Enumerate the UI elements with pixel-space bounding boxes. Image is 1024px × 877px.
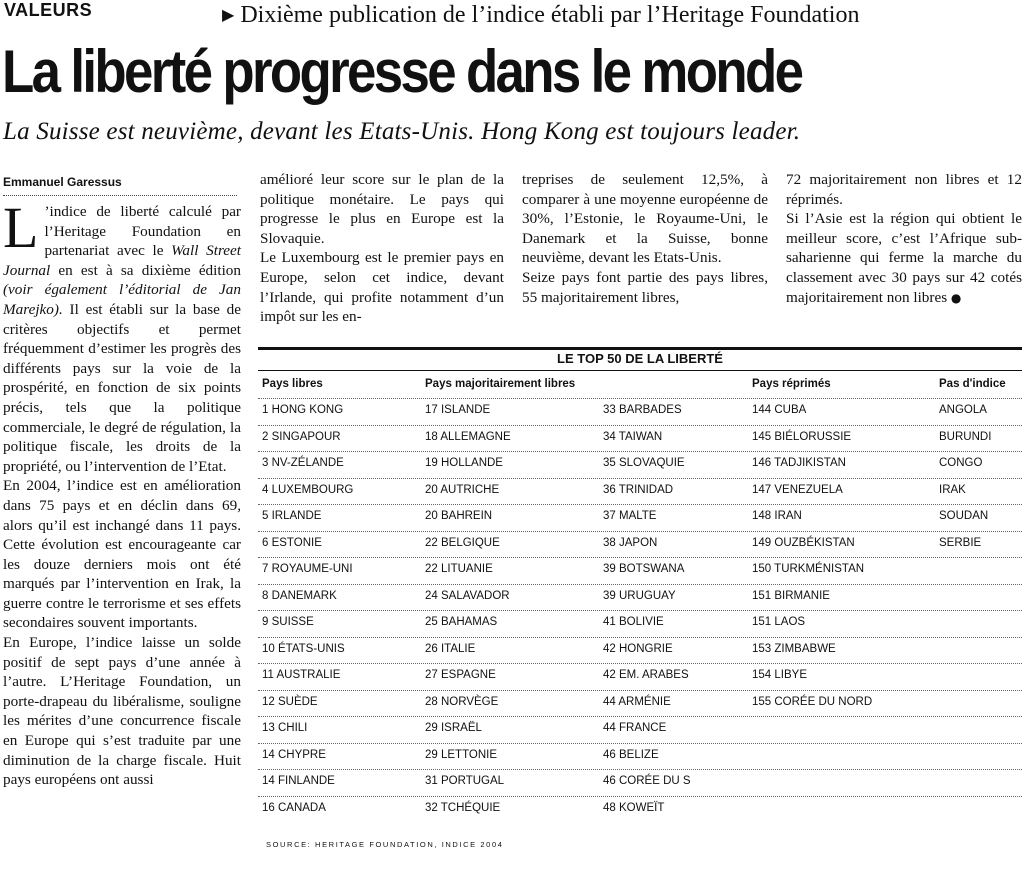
table-cell-pays-reprimes: 151 BIRMANIE: [752, 589, 830, 602]
table-cell-pays-maj-libres-a: 27 ESPAGNE: [425, 669, 496, 681]
table-title-rule: [258, 370, 1022, 371]
table-cell-pays-libres: 11 AUSTRALIE: [262, 669, 341, 681]
table-row-divider: [258, 716, 1022, 717]
table-cell-pas-d-indice: IRAK: [939, 483, 966, 496]
table-cell-pays-libres: 2 SINGAPOUR: [262, 430, 341, 443]
table-row-divider: [258, 504, 1022, 505]
table-row-divider: [258, 637, 1022, 638]
table-cell-pays-libres: 8 DANEMARK: [262, 589, 337, 602]
kicker: [222, 2, 859, 29]
article-paragraph: amélioré leur score sur le plan de la politique monétaire. Le pays qui progresse le plus en Europe est la Slovaquie.: [260, 171, 504, 247]
table-cell-pays-maj-libres-a: 22 BELGIQUE: [425, 536, 500, 549]
table-cell-pays-libres: 9 SUISSE: [262, 616, 314, 628]
newspaper-name: Wall Street Journal: [3, 242, 241, 279]
table-cell-pays-maj-libres-b: 38 JAPON: [603, 536, 658, 549]
table-row-divider: [258, 663, 1022, 664]
table-cell-pays-maj-libres-a: 20 AUTRICHE: [425, 483, 500, 496]
table-cell-pays-libres: 10 ÉTATS-UNIS: [262, 642, 345, 655]
table-cell-pays-reprimes: 145 BIÉLORUSSIE: [752, 430, 852, 443]
table-cell-pays-maj-libres-a: 31 PORTUGAL: [425, 775, 505, 787]
table-row-divider: [258, 584, 1022, 585]
table-cell-pays-maj-libres-a: 22 LITUANIE: [425, 563, 493, 575]
table-row-divider: [258, 769, 1022, 770]
table-cell-pays-maj-libres-a: 26 ITALIE: [425, 642, 476, 655]
table-cell-pays-libres: 14 CHYPRE: [262, 748, 326, 761]
editorial-reference: (voir également l’éditorial de Jan Marejko).: [3, 281, 241, 318]
article-paragraph: treprises de seulement 12,5%, à comparer à une moyenne européenne de 30%, l’Estonie, le Royaume-Uni, le Danemark et la Suisse, bonne neuvième, devant les Etats-Unis.: [522, 171, 768, 267]
drop-cap: L: [3, 195, 39, 260]
triangle-bullet-icon: ▶: [222, 5, 235, 24]
table-cell-pays-reprimes: 146 TADJIKISTAN: [752, 457, 846, 469]
table-row-divider: [258, 478, 1022, 479]
top-50-table: [258, 343, 1022, 863]
header-pas-d-indice: Pas d'indice: [939, 378, 1006, 390]
article-text: ’indice de liberté calculé par l’Heritage Foundation en partenariat avec le: [44, 203, 241, 260]
article-paragraph: En 2004, l’indice est en amélioration dans 75 pays et en déclin dans 69, alors qu’il est inchangé dans 11 pays. Cette évolution est encourageante car les douze derniers mois ont été marqués par l’intervention en Irak, la guerre contre le terrorisme et ses effets secondaires souvent importants.: [3, 477, 241, 632]
table-cell-pays-reprimes: 149 OUZBÉKISTAN: [752, 536, 855, 549]
article-paragraph: En Europe, l’indice laisse un solde positif de sept pays d’une année à l’autre. L’Heritage Foundation, un porte-drapeau du libéralisme, souligne les mérites d’une concurrence fiscale en Europe qui s’est traduite par une diminution de la charge fiscale. Huit pays européens ont aussi: [3, 634, 241, 789]
table-cell-pays-maj-libres-b: 39 URUGUAY: [603, 589, 676, 602]
byline: Emmanuel Garessus: [3, 175, 237, 196]
table-cell-pas-d-indice: SOUDAN: [939, 510, 989, 522]
article-column-3: [522, 170, 768, 307]
table-cell-pays-reprimes: 150 TURKMÉNISTAN: [752, 563, 865, 575]
table-cell-pays-maj-libres-a: 29 ISRAËL: [425, 722, 482, 734]
table-cell-pays-maj-libres-b: 44 ARMÉNIE: [603, 695, 671, 708]
table-cell-pays-reprimes: 148 IRAN: [752, 510, 802, 522]
table-row-divider: [258, 557, 1022, 558]
table-cell-pas-d-indice: ANGOLA: [939, 404, 987, 416]
table-source: SOURCE: HERITAGE FOUNDATION, INDICE 2004: [266, 840, 504, 849]
end-mark-icon: ●: [950, 290, 962, 305]
article-text: Il est établi sur la base de critères objectifs et permet fréquemment d’estimer les progrès des différents pays sur la voie de la prospérité, en fonction de six points précis, tels que la politique commerciale, le degré de régulation, la politique fiscale, les droits de la propriété, ou l’intervention de l’Etat.: [3, 300, 241, 475]
table-top-rule: [258, 347, 1022, 350]
table-cell-pays-maj-libres-a: 18 ALLEMAGNE: [425, 430, 511, 443]
table-row-divider: [258, 398, 1022, 399]
table-cell-pays-libres: 7 ROYAUME-UNI: [262, 563, 353, 575]
table-cell-pays-maj-libres-a: 25 BAHAMAS: [425, 616, 498, 628]
table-cell-pays-libres: 6 ESTONIE: [262, 536, 322, 549]
table-cell-pays-maj-libres-b: 44 FRANCE: [603, 722, 667, 734]
table-cell-pays-reprimes: 151 LAOS: [752, 616, 806, 628]
table-title: LE TOP 50 DE LA LIBERTÉ: [557, 351, 723, 366]
table-cell-pays-maj-libres-b: 36 TRINIDAD: [603, 483, 674, 496]
table-cell-pays-maj-libres-a: 24 SALAVADOR: [425, 589, 510, 602]
table-cell-pays-maj-libres-a: 19 HOLLANDE: [425, 457, 503, 469]
table-cell-pays-reprimes: 153 ZIMBABWE: [752, 642, 836, 655]
table-row-divider: [258, 690, 1022, 691]
table-cell-pays-libres: 1 HONG KONG: [262, 404, 344, 416]
table-cell-pays-maj-libres-b: 42 EM. ARABES: [603, 669, 689, 681]
article-paragraph: [786, 209, 1022, 308]
table-cell-pays-reprimes: 144 CUBA: [752, 404, 807, 416]
table-cell-pays-maj-libres-a: 17 ISLANDE: [425, 404, 491, 416]
table-cell-pays-maj-libres-a: 29 LETTONIE: [425, 748, 498, 761]
article-text: en est à sa dixième édition: [50, 261, 241, 279]
article-paragraph: Seize pays font partie des pays libres, 55 majoritairement libres,: [522, 268, 768, 306]
table-cell-pays-maj-libres-b: 42 HONGRIE: [603, 642, 673, 655]
article-text: Si l’Asie est la région qui obtient le meilleur score, c’est l’Afrique sub-saharienne qui ferme la marche du classement avec 30 pays sur 42 cotés majoritairement non libres: [786, 210, 1022, 306]
header-pays-majoritairement-libres: Pays majoritairement libres: [425, 378, 576, 390]
article-paragraph: Le Luxembourg est le premier pays en Europe, selon cet indice, devant l’Irlande, qui profite notamment d’un impôt sur les en-: [260, 249, 504, 326]
article-column-4: [786, 170, 1022, 308]
table-cell-pays-maj-libres-b: 41 BOLIVIE: [603, 616, 664, 628]
table-row-divider: [258, 796, 1022, 797]
table-cell-pas-d-indice: CONGO: [939, 457, 983, 469]
table-cell-pas-d-indice: SERBIE: [939, 536, 982, 549]
table-cell-pays-maj-libres-a: 20 BAHREIN: [425, 510, 493, 522]
header-pays-libres: Pays libres: [262, 378, 323, 390]
kicker-text: Dixième publication de l’indice établi par l’Heritage Foundation: [240, 2, 860, 28]
table-cell-pays-libres: 13 CHILI: [262, 722, 308, 734]
table-cell-pays-maj-libres-b: 46 CORÉE DU S: [603, 775, 691, 787]
table-cell-pays-libres: 14 FINLANDE: [262, 775, 335, 787]
table-cell-pays-maj-libres-b: 33 BARBADES: [603, 404, 682, 416]
article-paragraph: [3, 195, 241, 476]
table-row-divider: [258, 451, 1022, 452]
table-cell-pays-maj-libres-b: 35 SLOVAQUIE: [603, 457, 685, 469]
table-cell-pays-libres: 3 NV-ZÉLANDE: [262, 457, 344, 469]
table-row-divider: [258, 743, 1022, 744]
table-cell-pays-maj-libres-b: 34 TAIWAN: [603, 430, 663, 443]
table-cell-pays-libres: 12 SUÈDE: [262, 695, 318, 708]
table-cell-pays-reprimes: 154 LIBYE: [752, 669, 807, 681]
article-column-2: [260, 170, 504, 327]
table-cell-pays-libres: 5 IRLANDE: [262, 510, 322, 522]
article-paragraph: 72 majoritairement non libres et 12 réprimés.: [786, 171, 1022, 208]
table-cell-pas-d-indice: BURUNDI: [939, 430, 992, 443]
table-row-divider: [258, 531, 1022, 532]
table-row-divider: [258, 610, 1022, 611]
table-cell-pays-reprimes: 155 CORÉE DU NORD: [752, 695, 873, 708]
table-cell-pays-libres: 4 LUXEMBOURG: [262, 483, 354, 496]
table-cell-pays-reprimes: 147 VENEZUELA: [752, 483, 843, 496]
article-column-1: [3, 195, 241, 790]
subheadline: La Suisse est neuvième, devant les Etats-Unis. Hong Kong est toujours leader.: [3, 118, 801, 145]
table-cell-pays-maj-libres-b: 37 MALTE: [603, 510, 657, 522]
header-pays-reprimes: Pays réprimés: [752, 378, 831, 390]
table-cell-pays-maj-libres-a: 32 TCHÉQUIE: [425, 801, 501, 814]
table-cell-pays-maj-libres-a: 28 NORVÈGE: [425, 695, 499, 708]
table-row-divider: [258, 425, 1022, 426]
table-cell-pays-maj-libres-b: 48 KOWEÏT: [603, 801, 665, 814]
headline: La liberté progresse dans le monde: [2, 38, 802, 105]
section-label: VALEURS: [4, 0, 93, 20]
table-cell-pays-maj-libres-b: 39 BOTSWANA: [603, 563, 685, 575]
table-cell-pays-maj-libres-b: 46 BELIZE: [603, 748, 659, 761]
table-cell-pays-libres: 16 CANADA: [262, 801, 326, 814]
